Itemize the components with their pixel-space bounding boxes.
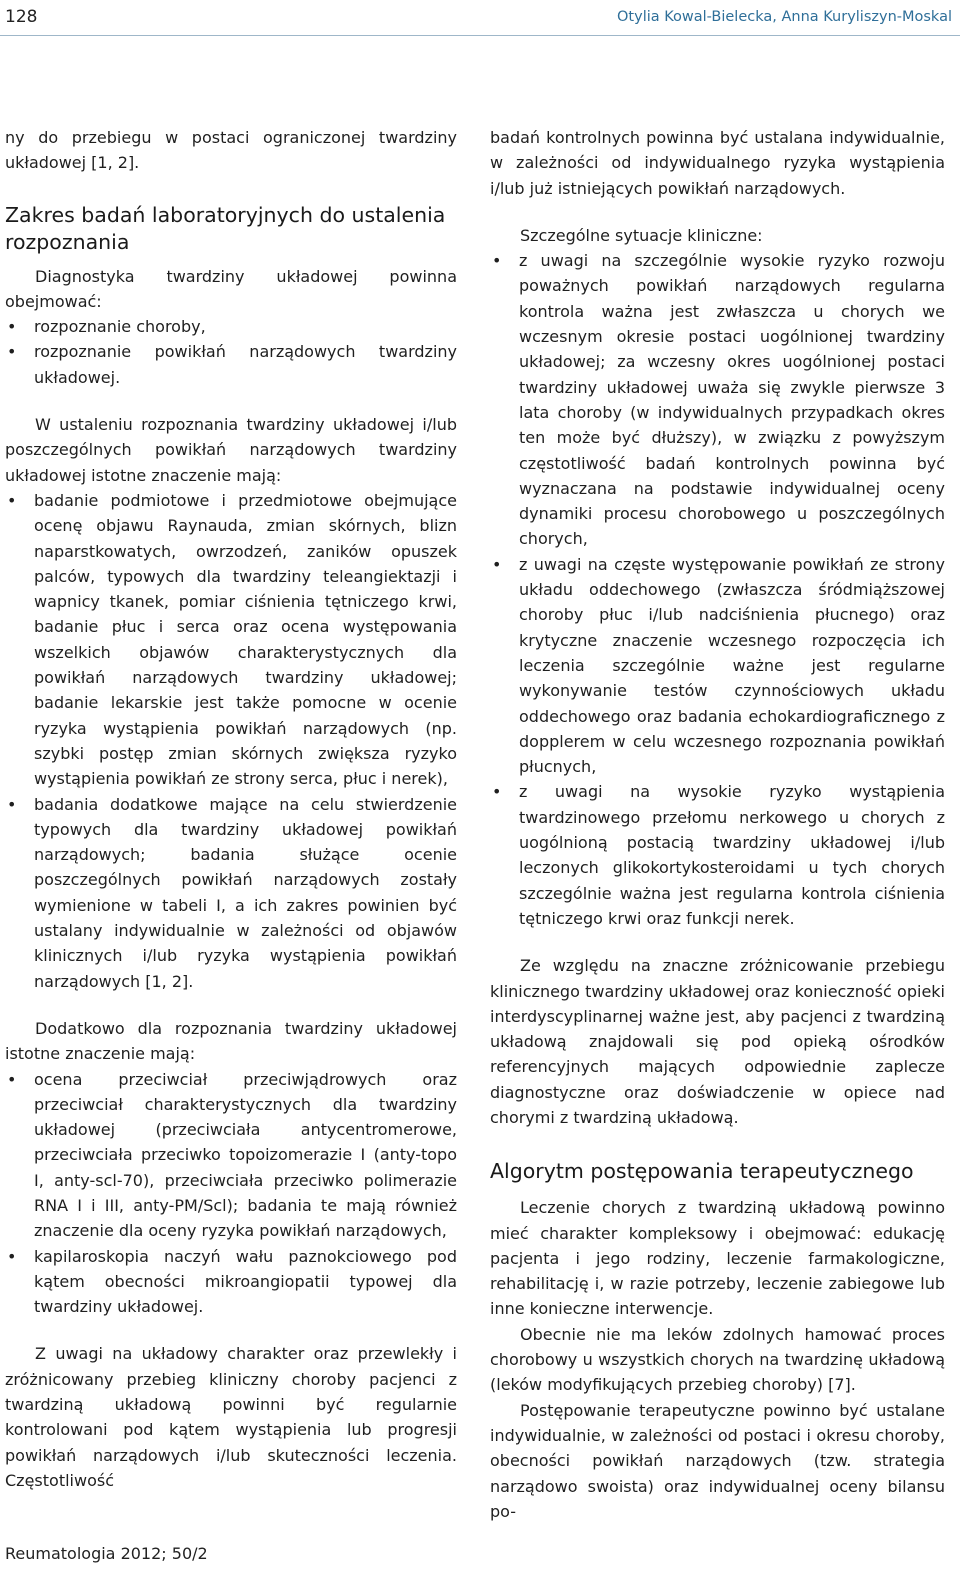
right-column: [490, 125, 945, 1524]
list-item: • z uwagi na wysokie ryzyko wystąpienia twardzinowego przełomu nerkowego u chorych z uogólnioną postacią twardziny układowej i/lub leczonych glikokortykosteroidami u tych chorych szczególnie ważna jest regularna kontrola ciśnienia tętniczego krwi oraz funkcji nerek.: [490, 779, 945, 931]
monitoring-paragraph: Z uwagi na układowy charakter oraz przewlekły i zróżnicowany przebieg kliniczny choroby pacjenci z twardziną układową powinni być regularnie kontrolowani pod kątem wystąpienia lub progresji powikłań narządowych i/lub skuteczności leczenia. Częstotliwość: [5, 1344, 457, 1490]
list-item: • z uwagi na częste występowanie powikłań ze strony układu oddechowego (zwłaszcza śródmiąższowej choroby płuc i/lub nadciśnienia płucnego) oraz krytyczne znaczenie wczesnego rozpoczęcia ich leczenia szczególnie ważne jest regularne wykonywanie testów czynnościowych układu oddechowego oraz badania echokardiograficznego z dopplerem w celu wczesnego rozpoznania powikłań płucnych,: [490, 552, 945, 780]
special-situations-intro: Szczególne sytuacje kliniczne:: [520, 225, 763, 245]
left-column: [5, 125, 457, 1493]
page-number: 128: [5, 7, 38, 27]
no-dmard-paragraph: Obecnie nie ma leków zdolnych hamować proces chorobowy u wszystkich chorych na twardzinę układową (leków modyfikujących przebieg choroby) [7].: [490, 1324, 945, 1395]
continued-paragraph: badań kontrolnych powinna być ustalana indywidualnie, w zależności od indywidualnego ryzyka wystąpienia i/lub już istniejących powikłań narządowych.: [490, 128, 945, 198]
diagnostics-list: [5, 314, 457, 390]
list-item: • z uwagi na szczególnie wysokie ryzyko rozwoju poważnych powikłań narządowych regularna kontrola ważna jest zwłaszcza u chorych we wczesnym okresie postaci uogólnionej twardziny układowej; za wczesny okres uogólnionej postaci twardziny układowej uważa się zwykle pierwsze 3 lata choroby (w indywidualnych przypadkach okres ten może być dłuższy), w związku z powyższym częstotliwość badań kontrolnych powinna być wyznaczana na podstawie indywidualnej oceny dynamiki procesu chorobowego u poszczególnych chorych,: [490, 248, 945, 552]
list-item: • rozpoznanie powikłań narządowych twardziny układowej.: [5, 339, 457, 390]
running-authors: Otylia Kowal-Bielecka, Anna Kuryliszyn-Moskal: [617, 9, 952, 25]
section-heading-algorithm: Algorytm postępowania terapeutycznego: [490, 1159, 914, 1184]
journal-footer: Reumatologia 2012; 50/2: [5, 1544, 208, 1563]
list-item: • badanie podmiotowe i przedmiotowe obejmujące ocenę objawu Raynauda, zmian skórnych, blizn naparstkowatych, owrzodzeń, zaników opuszek palców, typowych dla twardziny teleangiektazji i wapnicy tkanek, pomiar ciśnienia tętniczego krwi, badanie płuc i serca oraz ocena występowania wszelkich objawów charakterystycznych dla powikłań narządowych twardziny układowej; badanie lekarskie jest także pomocne w ocenie ryzyka wystąpienia powikłań narządowych (np. szybki postęp zmian skórnych zwiększa ryzyko wystąpienia powikłań ze strony serca, płuc i nerek),: [5, 488, 457, 792]
referral-paragraph: Ze względu na znaczne zróżnicowanie przebiegu klinicznego twardziny układowej oraz konieczność opieki interdyscyplinarnej ważne jest, aby pacjenci z twardziną układową znajdowali się pod opieką ośrodków referencyjnych mających odpowiednie zaplecze diagnostyczne oraz doświadczenie w opiece nad chorymi z twardziną układową.: [490, 956, 945, 1127]
section-heading-lab-tests: Zakres badań laboratoryjnych do ustalenia rozpoznania: [5, 202, 446, 254]
continued-paragraph: ny do przebiegu w postaci ograniczonej twardziny układowej [1, 2].: [5, 128, 457, 173]
running-header: [0, 0, 960, 36]
therapy-strategy-paragraph: Postępowanie terapeutyczne powinno być ustalane indywidualnie, w zależności od postaci i okresu choroby, obecności powikłań narządowych (tzw. strategia narządowo swoista) oraz indywidualnej oceny bilansu po-: [490, 1400, 945, 1521]
special-situations-list: [490, 248, 945, 931]
diagnostics-intro: Diagnostyka twardziny układowej powinna obejmować:: [5, 266, 457, 311]
diagnosis-factors-list: [5, 488, 457, 994]
treatment-paragraph: Leczenie chorych z twardziną układową powinno mieć charakter kompleksowy i obejmować: edukację pacjenta i jego rodziny, leczenie farmakologiczne, rehabilitację i, w razie potrzeby, leczenie zabiegowe lub inne konieczne interwencje.: [490, 1198, 945, 1319]
list-item: • rozpoznanie choroby,: [5, 314, 457, 339]
additional-factors-intro: Dodatkowo dla rozpoznania twardziny układowej istotne znaczenie mają:: [5, 1018, 457, 1064]
diagnosis-factors-intro: W ustaleniu rozpoznania twardziny układowej i/lub poszczególnych powikłań narządowych twardziny układowej istotne znaczenie mają:: [5, 415, 457, 485]
list-item: • badania dodatkowe mające na celu stwierdzenie typowych dla twardziny układowej powikłań narządowych; badania służące ocenie poszczególnych powikłań narządowych zostały wymienione w tabeli I, a ich zakres powinien być ustalany indywidualnie w zależności od objawów klinicznych i/lub ryzyka wystąpienia powikłań narządowych [1, 2].: [5, 792, 457, 994]
additional-factors-list: [5, 1067, 457, 1320]
list-item: • kapilaroskopia naczyń wału paznokciowego pod kątem obecności mikroangiopatii typowej dla twardziny układowej.: [5, 1244, 457, 1320]
list-item: • ocena przeciwciał przeciwjądrowych oraz przeciwciał charakterystycznych dla twardziny układowej (przeciwciała antycentromerowe, przeciwciała przeciwko topoizomerazie I (anty-topo I, anty-scl-70), przeciwciała przeciwko polimerazie RNA I i III, anty-PM/Scl); badania te mają również znaczenie dla oceny ryzyka powikłań narządowych,: [5, 1067, 457, 1244]
